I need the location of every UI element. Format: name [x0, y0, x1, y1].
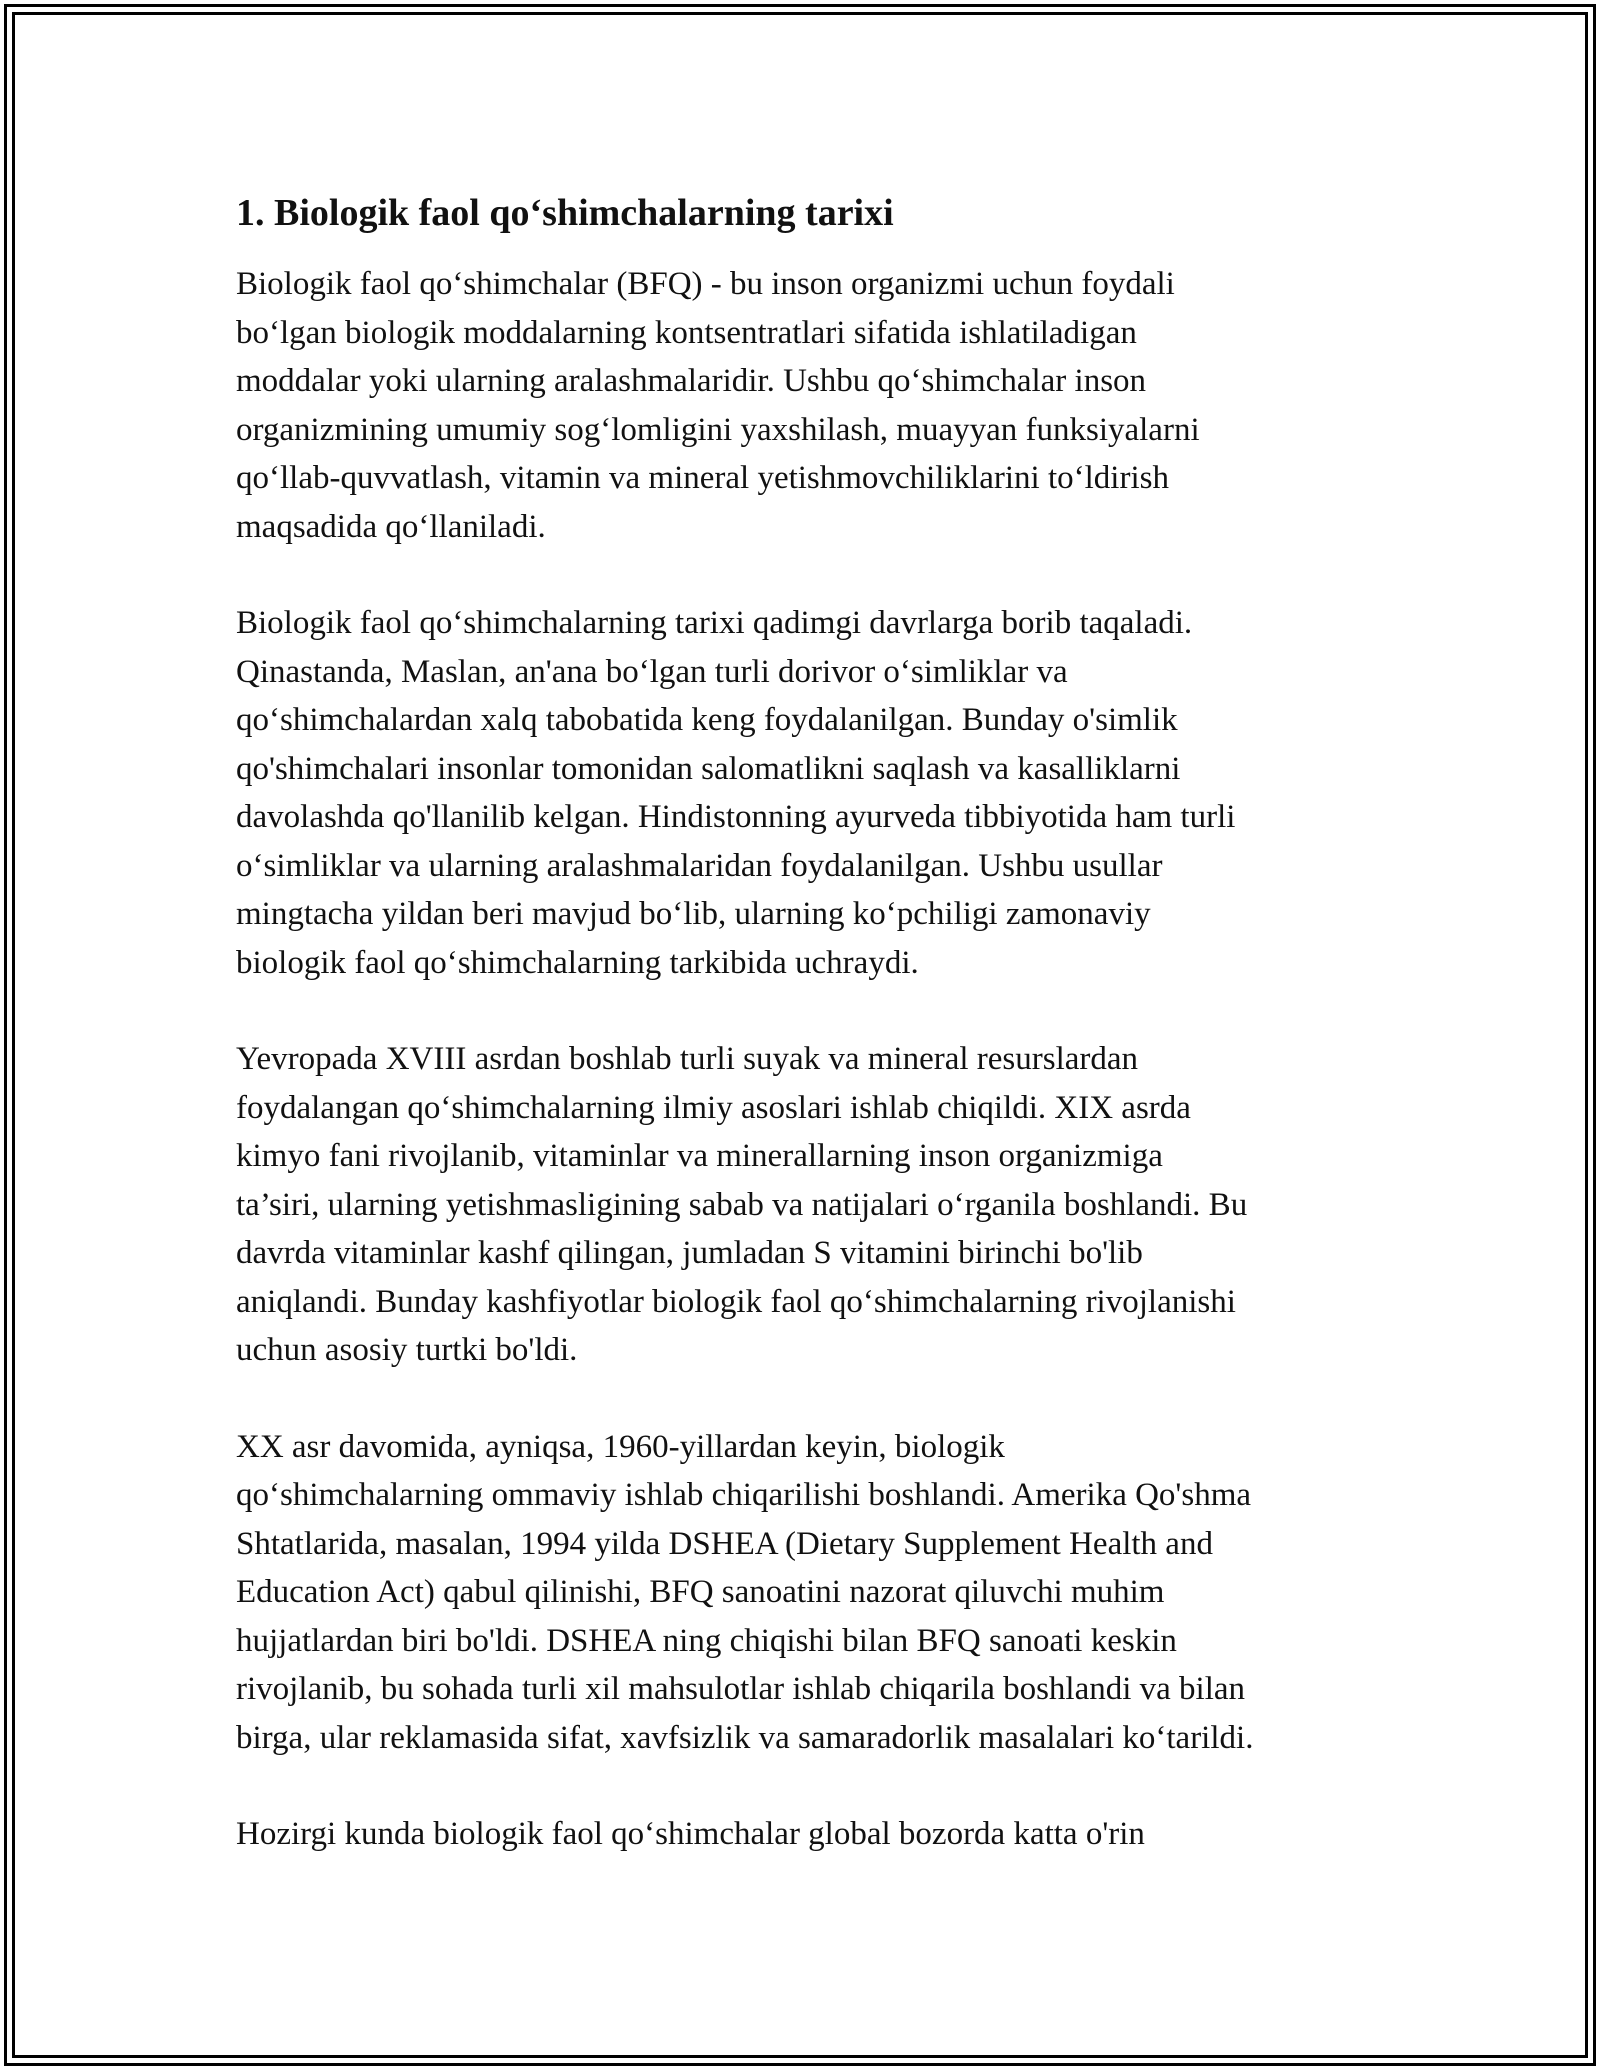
text-line: Education Act) qabul qilinishi, BFQ sanoatini nazorat qiluvchi muhim	[236, 1574, 1165, 1610]
paragraph-5	[236, 1810, 1386, 1859]
text-line: mingtacha yildan beri mavjud bo‘lib, ularning ko‘pchiligi zamonaviy	[236, 896, 1151, 932]
text-line: moddalar yoki ularning aralashmalaridir. Ushbu qo‘shimchalar inson	[236, 363, 1147, 399]
text-line: organizmining umumiy sog‘lomligini yaxshilash, muayyan funksiyalarni	[236, 411, 1200, 448]
paragraph-3	[236, 1035, 1386, 1375]
text-line: qo‘shimchalarning ommaviy ishlab chiqarilishi boshlandi. Amerika Qo'shma	[236, 1477, 1252, 1513]
text-line: hujjatlardan biri bo'ldi. DSHEA ning chiqishi bilan BFQ sanoati keskin	[236, 1622, 1177, 1659]
paragraph-2	[236, 599, 1386, 987]
document-page	[236, 188, 1386, 1907]
section-title: 1. Biologik faol qo‘shimchalarning tarixi	[236, 192, 894, 234]
text-line: davrda vitaminlar kashf qilingan, jumladan S vitamini birinchi bo'lib	[236, 1235, 1143, 1271]
text-line: o‘simliklar va ularning aralashmalaridan foydalanilgan. Ushbu usullar	[236, 847, 1163, 884]
text-line: Qinastanda, Maslan, an'ana bo‘lgan turli dorivor o‘simliklar va	[236, 653, 1068, 690]
text-line: bo‘lgan biologik moddalarning kontsentratlari sifatida ishlatiladigan	[236, 314, 1137, 351]
text-line: rivojlanib, bu sohada turli xil mahsulotlar ishlab chiqarila boshlandi va bilan	[236, 1671, 1246, 1707]
text-line: Biologik faol qo‘shimchalar (BFQ) - bu inson organizmi uchun foydali	[236, 266, 1175, 302]
text-line: foydalangan qo‘shimchalarning ilmiy asoslari ishlab chiqildi. XIX asrda	[236, 1089, 1191, 1126]
text-line: Hozirgi kunda biologik faol qo‘shimchalar global bozorda katta o'rin	[236, 1816, 1145, 1852]
paragraph-1	[236, 260, 1386, 551]
text-line: Yevropada XVIII asrdan boshlab turli suyak va mineral resurslardan	[236, 1041, 1139, 1077]
text-line: uchun asosiy turtki bo'ldi.	[236, 1332, 578, 1368]
text-line: aniqlandi. Bunday kashfiyotlar biologik faol qo‘shimchalarning rivojlanishi	[236, 1283, 1236, 1320]
text-line: biologik faol qo‘shimchalarning tarkibida uchraydi.	[236, 944, 919, 981]
text-line: Biologik faol qo‘shimchalarning tarixi qadimgi davrlarga borib taqaladi.	[236, 605, 1193, 641]
text-line: qo‘llab-quvvatlash, vitamin va mineral yetishmovchiliklarini to‘ldirish	[236, 460, 1169, 496]
text-line: Shtatlarida, masalan, 1994 yilda DSHEA (Dietary Supplement Health and	[236, 1525, 1213, 1562]
text-line: ta’siri, ularning yetishmasligining sabab va natijalari o‘rganila boshlandi. Bu	[236, 1186, 1248, 1223]
text-line: kimyo fani rivojlanib, vitaminlar va minerallarning inson organizmiga	[236, 1138, 1163, 1174]
text-line: birga, ular reklamasida sifat, xavfsizlik va samaradorlik masalalari ko‘tarildi.	[236, 1719, 1254, 1756]
paragraph-4	[236, 1423, 1386, 1763]
text-line: qo'shimchalari insonlar tomonidan salomatlikni saqlash va kasalliklarni	[236, 750, 1181, 787]
text-line: maqsadida qo‘llaniladi.	[236, 508, 546, 545]
text-line: davolashda qo'llanilib kelgan. Hindistonning ayurveda tibbiyotida ham turli	[236, 799, 1236, 835]
text-line: qo‘shimchalardan xalq tabobatida keng foydalanilgan. Bunday o'simlik	[236, 702, 1178, 738]
text-line: XX asr davomida, ayniqsa, 1960-yillardan keyin, biologik	[236, 1428, 1005, 1465]
